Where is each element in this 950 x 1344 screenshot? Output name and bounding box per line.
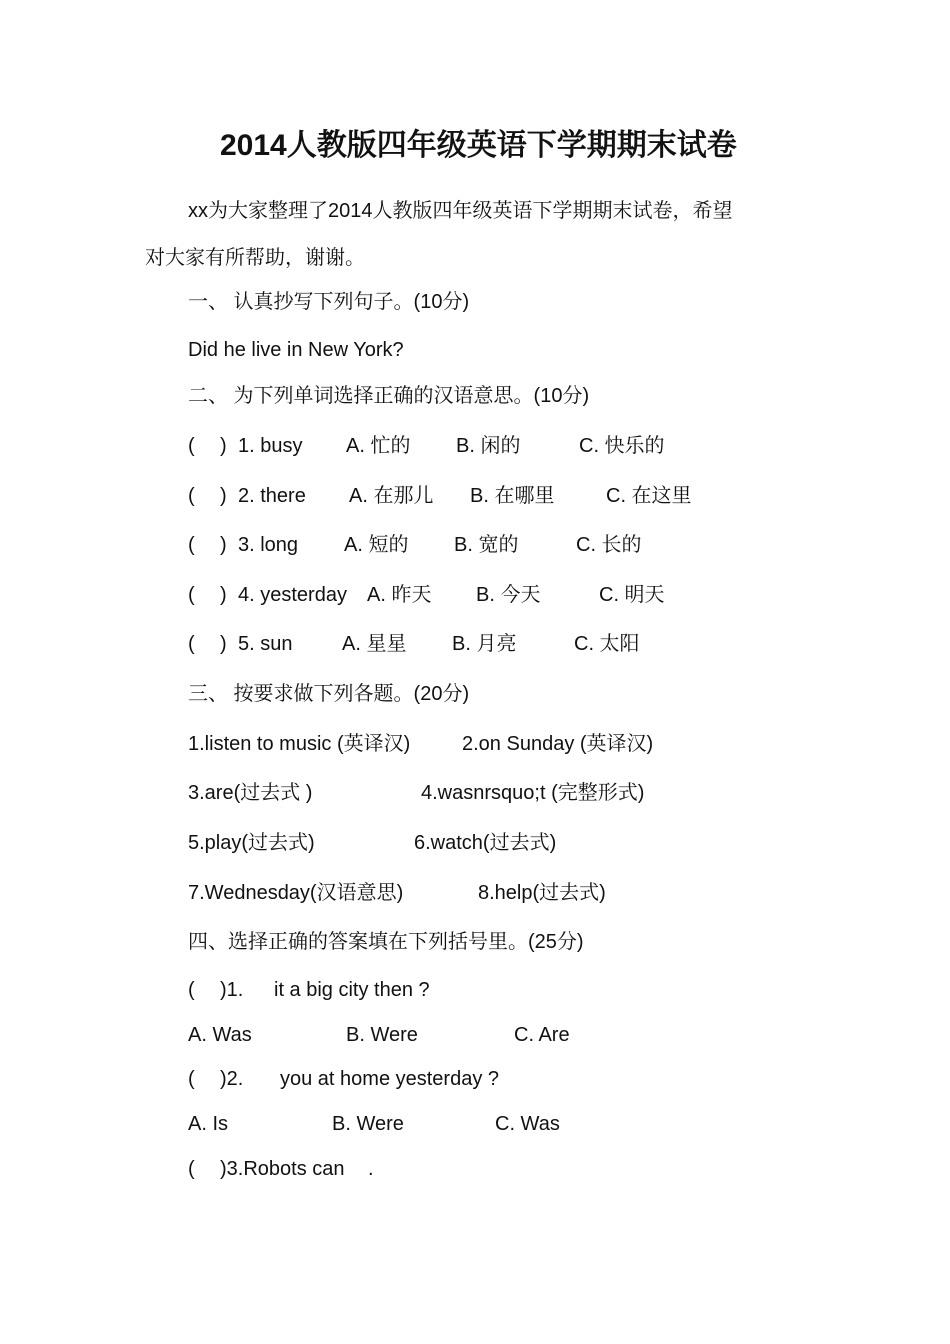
task-right: 8.help(过去式) bbox=[478, 882, 606, 904]
list-item bbox=[0, 831, 950, 857]
close-paren: ) bbox=[220, 584, 227, 606]
copy-sentence: Did he live in New York? bbox=[188, 339, 404, 361]
question-1-options bbox=[0, 1023, 950, 1049]
option-c: C. 明天 bbox=[599, 584, 665, 606]
task-left: 7.Wednesday(汉语意思) bbox=[188, 882, 404, 904]
vocab-word: 4. yesterday bbox=[238, 584, 347, 606]
task-left: 3.are(过去式 ) bbox=[188, 782, 313, 804]
option-c: C. 太阳 bbox=[574, 633, 640, 655]
close-paren: ) bbox=[220, 534, 227, 556]
option-a: A. Is bbox=[188, 1113, 229, 1135]
open-paren: ( bbox=[188, 1158, 195, 1180]
task-left: 5.play(过去式) bbox=[188, 832, 315, 854]
option-b: B. Were bbox=[332, 1113, 404, 1135]
list-item bbox=[0, 583, 950, 609]
list-item bbox=[0, 533, 950, 559]
task-left: 1.listen to music (英译汉) bbox=[188, 733, 411, 755]
open-paren: ( bbox=[188, 584, 195, 606]
question-3 bbox=[0, 1157, 950, 1183]
option-a: A. 星星 bbox=[342, 633, 407, 655]
option-b: B. Were bbox=[346, 1024, 418, 1046]
option-a: A. Was bbox=[188, 1024, 252, 1046]
option-a: A. 昨天 bbox=[367, 584, 432, 606]
list-item bbox=[0, 434, 950, 460]
close-paren: ) bbox=[220, 485, 227, 507]
task-right: 6.watch(过去式) bbox=[414, 832, 557, 854]
option-c: C. 长的 bbox=[576, 534, 642, 556]
question-text: you at home yesterday ? bbox=[280, 1068, 500, 1090]
task-right: 2.on Sunday (英译汉) bbox=[462, 733, 654, 755]
question-text: . bbox=[368, 1158, 374, 1180]
task-right: 4.wasnrsquo;t (完整形式) bbox=[421, 782, 645, 804]
option-b: B. 月亮 bbox=[452, 633, 517, 655]
section-2-heading: 二、 为下列单词选择正确的汉语意思。(10分) bbox=[188, 385, 590, 407]
vocab-word: 1. busy bbox=[238, 435, 303, 457]
open-paren: ( bbox=[188, 534, 195, 556]
section-4-heading: 四、选择正确的答案填在下列括号里。(25分) bbox=[188, 931, 584, 953]
question-2 bbox=[0, 1067, 950, 1093]
option-b: B. 在哪里 bbox=[470, 485, 555, 507]
list-item bbox=[0, 781, 950, 807]
option-a: A. 忙的 bbox=[346, 435, 411, 457]
vocab-word: 5. sun bbox=[238, 633, 293, 655]
open-paren: ( bbox=[188, 485, 195, 507]
question-1 bbox=[0, 978, 950, 1004]
intro-line-2: 对大家有所帮助，谢谢。 bbox=[145, 247, 365, 269]
list-item bbox=[0, 881, 950, 907]
option-c: C. 快乐的 bbox=[579, 435, 665, 457]
vocab-word: 2. there bbox=[238, 485, 306, 507]
question-2-options bbox=[0, 1112, 950, 1138]
option-c: C. Was bbox=[495, 1113, 560, 1135]
question-number: )3.Robots can bbox=[220, 1158, 345, 1180]
question-number: )2. bbox=[220, 1068, 244, 1090]
section-3-heading: 三、 按要求做下列各题。(20分) bbox=[188, 683, 470, 705]
open-paren: ( bbox=[188, 633, 195, 655]
vocab-word: 3. long bbox=[238, 534, 299, 556]
close-paren: ) bbox=[220, 435, 227, 457]
option-b: B. 今天 bbox=[476, 584, 541, 606]
list-item bbox=[0, 484, 950, 510]
option-a: A. 短的 bbox=[344, 534, 409, 556]
section-1-heading: 一、 认真抄写下列句子。(10分) bbox=[188, 291, 470, 313]
close-paren: ) bbox=[220, 633, 227, 655]
list-item bbox=[0, 632, 950, 658]
list-item bbox=[0, 732, 950, 758]
question-number: )1. bbox=[220, 979, 244, 1001]
question-text: it a big city then ? bbox=[274, 979, 430, 1001]
option-b: B. 宽的 bbox=[454, 534, 519, 556]
open-paren: ( bbox=[188, 979, 195, 1001]
document-title: 2014人教版四年级英语下学期期末试卷 bbox=[220, 129, 737, 162]
option-a: A. 在那儿 bbox=[349, 485, 434, 507]
option-c: C. 在这里 bbox=[606, 485, 692, 507]
open-paren: ( bbox=[188, 435, 195, 457]
option-c: C. Are bbox=[514, 1024, 570, 1046]
open-paren: ( bbox=[188, 1068, 195, 1090]
intro-line-1: xx为大家整理了2014人教版四年级英语下学期期末试卷，希望 bbox=[188, 200, 733, 222]
option-b: B. 闲的 bbox=[456, 435, 521, 457]
